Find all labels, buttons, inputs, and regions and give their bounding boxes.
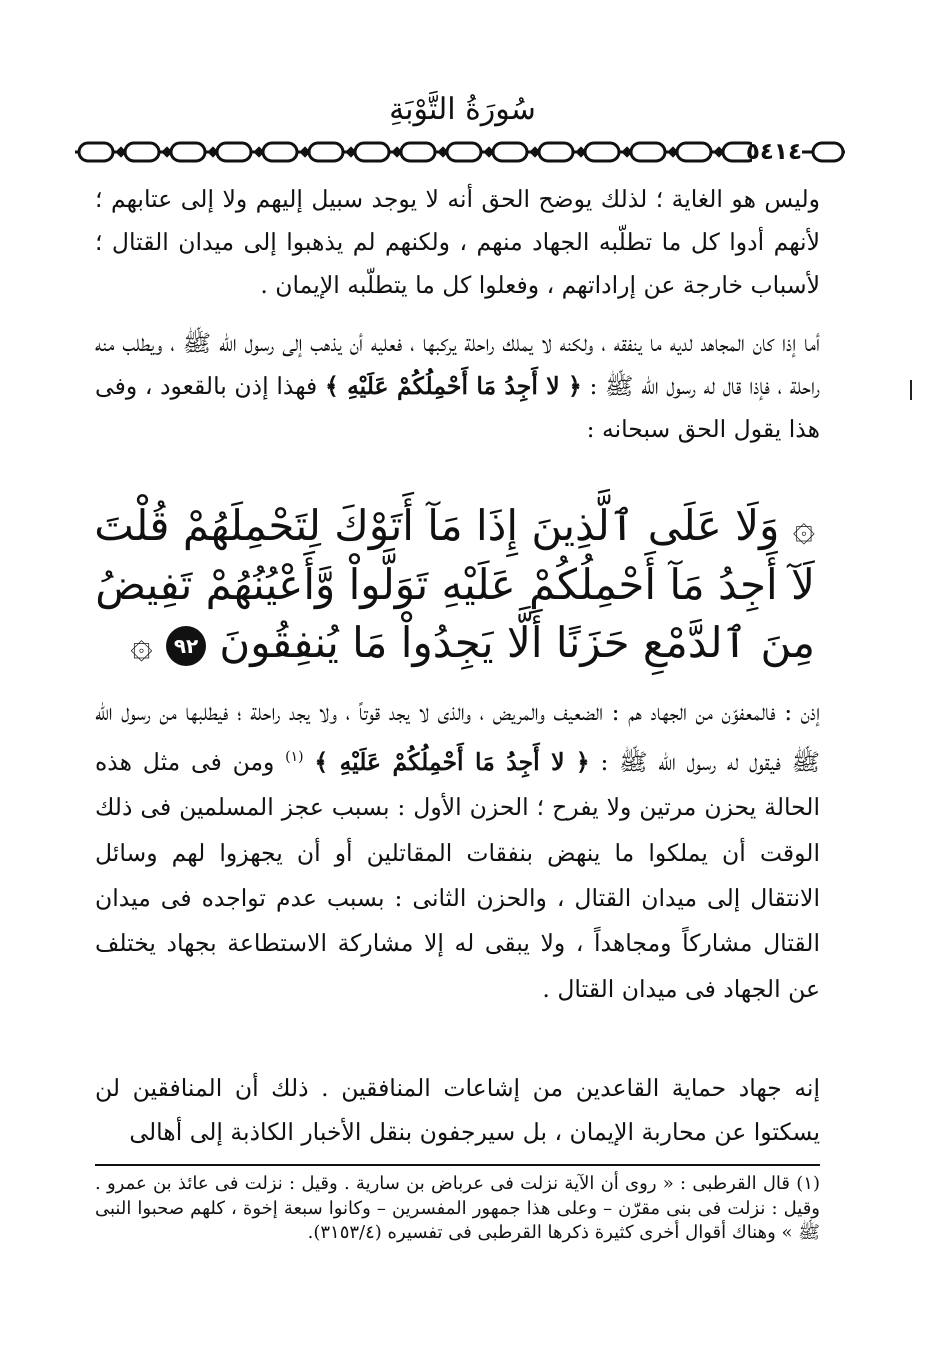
surah-title: سُورَةُ التَّوْبَةِ xyxy=(389,92,536,127)
quran-quote: ﴿ لا أَجِدُ مَا أَحْمِلُكُمْ عَلَيْهِ ﴾ xyxy=(314,748,590,777)
ornament-link xyxy=(539,143,573,161)
paragraph-3 xyxy=(95,690,820,1012)
ornament-link xyxy=(263,143,297,161)
verse-line-2: لَآ أَجِدُ مَآ أَحْمِلُكُمْ عَلَيْهِ تَوَلَّواْ وَّأَعْيُنُهُمْ تَفِيضُ xyxy=(95,560,815,609)
verse-start-ornament-icon: ۞ xyxy=(792,505,815,549)
ornament-link xyxy=(79,143,113,161)
footnote-reference: (١) xyxy=(285,749,304,766)
verse-line-1 xyxy=(94,497,815,556)
ornament-link xyxy=(401,143,435,161)
ornament-link xyxy=(447,143,481,161)
ornament-link xyxy=(171,143,205,161)
paragraph-2 xyxy=(95,322,820,451)
ornament-link xyxy=(309,143,343,161)
quran-quote: ﴿ لا أَجِدُ مَا أَحْمِلُكُمْ عَلَيْهِ ﴾ xyxy=(324,372,582,400)
paragraph-2-text-a: أما إذا كان المجاهد لديه ما ينفقه ، ولكنه لا يملك راحلة يركبها ، فعليه أن يذهب إلى رسول الله ﷺ ، ويطلب منه راحلة ، فإذا قال له رسول الله ﷺ : xyxy=(95,329,820,400)
paragraph-4: إنه جهاد حماية القاعدين من إشاعات المنافقين . ذلك أن المنافقين لن يسكتوا عن محاربة الإيمان ، بل سيرجفون بنقل الأخبار الكاذبة إلى أهالى xyxy=(95,1074,820,1146)
ornament-link xyxy=(217,143,251,161)
paragraph-2-text-b: فهذا إذن بالقعود ، وفى هذا يقول الحق سبحانه : xyxy=(95,372,820,443)
header-ornament-band xyxy=(75,138,845,166)
verse-line-1-text: وَلَا عَلَى ٱلَّذِينَ إِذَا مَآ أَتَوْكَ لِتَحْمِلَهُمْ قُلْتَ xyxy=(94,501,780,550)
ornament-link xyxy=(677,143,711,161)
ayah-number-badge: ٩٢ xyxy=(166,626,206,666)
ornament-link xyxy=(355,143,389,161)
footnote: (١) قال القرطبى : « روى أن الآية نزلت فى عرباض بن سارية . وقيل : نزلت فى عائذ بن عمرو . وقيل : نزلت فى بنى مقرّن – وعلى هذا جمهور المفسرين – وكانوا سبعة إخوة ، كلهم صحبوا النبى ﷺ » وهناك أقوال أخرى كثيرة ذكرها القرطبى فى تفسيره (٣١٥٣/٤). xyxy=(95,1173,820,1243)
verse-line-3 xyxy=(130,614,815,673)
ornament-link xyxy=(585,143,619,161)
ornament-link xyxy=(493,143,527,161)
quran-verse-block xyxy=(94,497,815,673)
ornament-link xyxy=(125,143,159,161)
margin-mark xyxy=(910,380,912,400)
paragraph-1: وليس هو الغاية ؛ لذلك يوضح الحق أنه لا يوجد سبيل إليهم ولا إلى عتابهم ؛ لأنهم أدوا كل ما تطلّبه الجهاد منهم ، ولكنهم لم يذهبوا إلى ميدان القتال ؛ لأسباب خارجة عن إراداتهم ، وفعلوا كل ما يتطلّبه الإيمان . xyxy=(95,185,820,299)
ornament-link xyxy=(631,143,665,161)
paragraph-3-text-a: إذن : فالمعفوّن من الجهاد هم : الضعيف والمريض ، والذى لا يجد قوتاً ، ولا يجد راحلة ؛ فيطلبها من رسول الله ﷺ فيقول له رسول الله ﷺ : xyxy=(95,698,820,777)
paragraph-3-text-b: ومن فى مثل هذه الحالة يحزن مرتين ولا يفرح ؛ الحزن الأول : بسبب عجز المسلمين فى ذلك الوقت أن يملكوا ما ينهض بنفقات المقاتلين أو أن يجهزوا لهم وسائل الانتقال إلى ميدان القتال ، والحزن الثانى : بسبب عدم تواجده فى ميدان القتال مشاركاً ومجاهداً ، ولا يبقى له إلا مشاركة الاستطاعة بجهاد يختلف عن الجهاد فى ميدان القتال . xyxy=(95,748,820,1003)
ornament-link xyxy=(813,143,843,161)
page-number: ٥٤١٤ xyxy=(745,139,802,165)
verse-end-ornament-icon: ۞ xyxy=(130,622,153,666)
footnote-divider xyxy=(95,1164,820,1166)
verse-line-3-text: مِنَ ٱلدَّمْعِ حَزَنًا أَلَّا يَجِدُواْ مَا يُنفِقُونَ xyxy=(219,618,815,667)
